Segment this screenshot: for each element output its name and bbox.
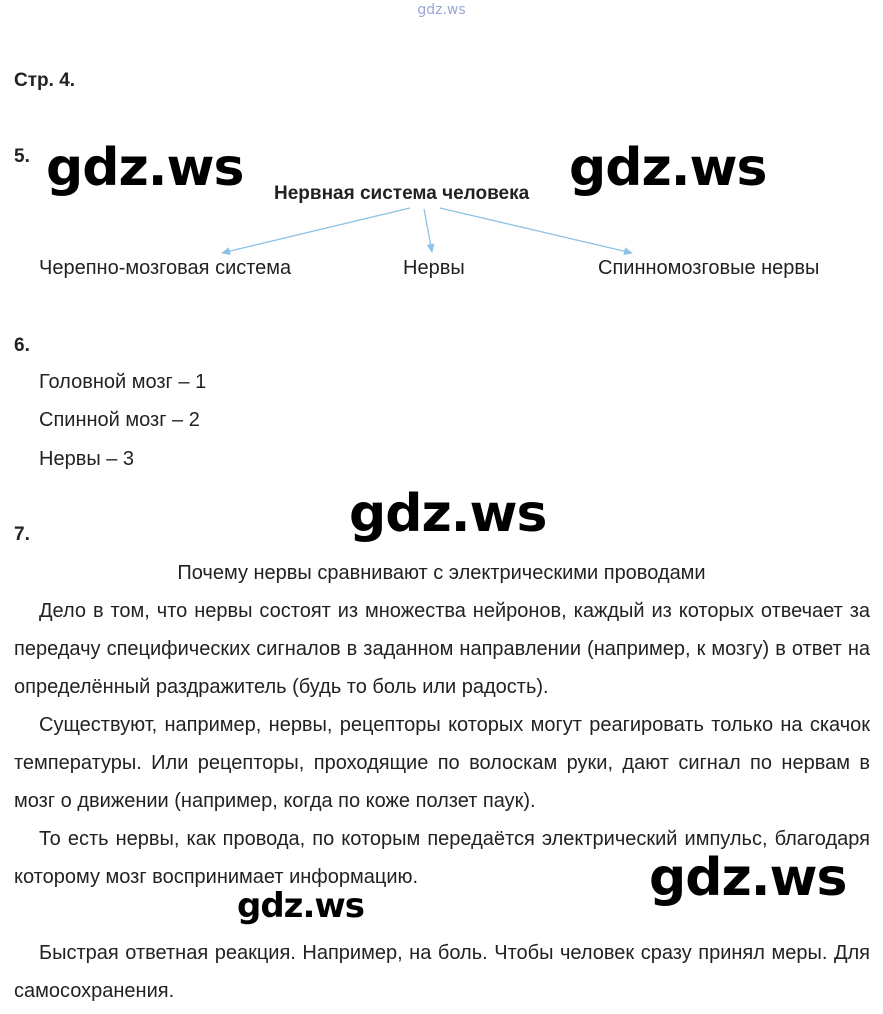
list-item: Спинной мозг – 2 bbox=[39, 409, 200, 431]
task-7-number: 7. bbox=[14, 524, 30, 545]
arrow-to-node-1 bbox=[222, 208, 410, 253]
list-item: Головной мозг – 1 bbox=[39, 371, 207, 393]
header-watermark: gdz.ws bbox=[417, 2, 466, 18]
diagram-node-cranial: Черепно-мозговая система bbox=[39, 257, 292, 279]
diagram-root: Нервная система человека bbox=[274, 183, 530, 204]
paragraph: Быстрая ответная реакция. Например, на боль. Чтобы человек сразу принял меры. Для самосохранения. bbox=[14, 942, 870, 1002]
arrow-to-node-2 bbox=[424, 209, 432, 252]
paragraph: То есть нервы, как провода, по которым передаётся электрический импульс, благодаря которому мозг воспринимает информацию. bbox=[14, 828, 870, 888]
watermark-logo: gdz.ws bbox=[649, 848, 847, 908]
list-item: Нервы – 3 bbox=[39, 448, 135, 470]
watermark-logo: gdz.ws bbox=[46, 138, 244, 198]
paragraph: Дело в том, что нервы состоят из множества нейронов, каждый из которых отвечает за передачу специфических сигналов в заданном направлении (например, к мозгу) в ответ на определённый раздражитель (будь то боль или радость). bbox=[14, 600, 870, 698]
paragraph: Существуют, например, нервы, рецепторы которых могут реагировать только на скачок температуры. Или рецепторы, проходящие по волоскам руки, дают сигнал по нервам в мозг о движении (например, когда по коже ползет паук). bbox=[14, 714, 870, 812]
watermark-logo: gdz.ws bbox=[349, 484, 547, 544]
task-6-number: 6. bbox=[14, 335, 30, 356]
watermark-logo: gdz.ws bbox=[237, 886, 365, 926]
page-label: Стр. 4. bbox=[14, 70, 76, 91]
watermark-logo: gdz.ws bbox=[569, 138, 767, 198]
diagram-node-spinal: Спинномозговые нервы bbox=[598, 257, 820, 279]
question-title: Почему нервы сравнивают с электрическими проводами bbox=[177, 562, 706, 584]
diagram-node-nerves: Нервы bbox=[403, 257, 465, 279]
arrow-to-node-3 bbox=[440, 208, 632, 253]
task-5-number: 5. bbox=[14, 146, 30, 167]
